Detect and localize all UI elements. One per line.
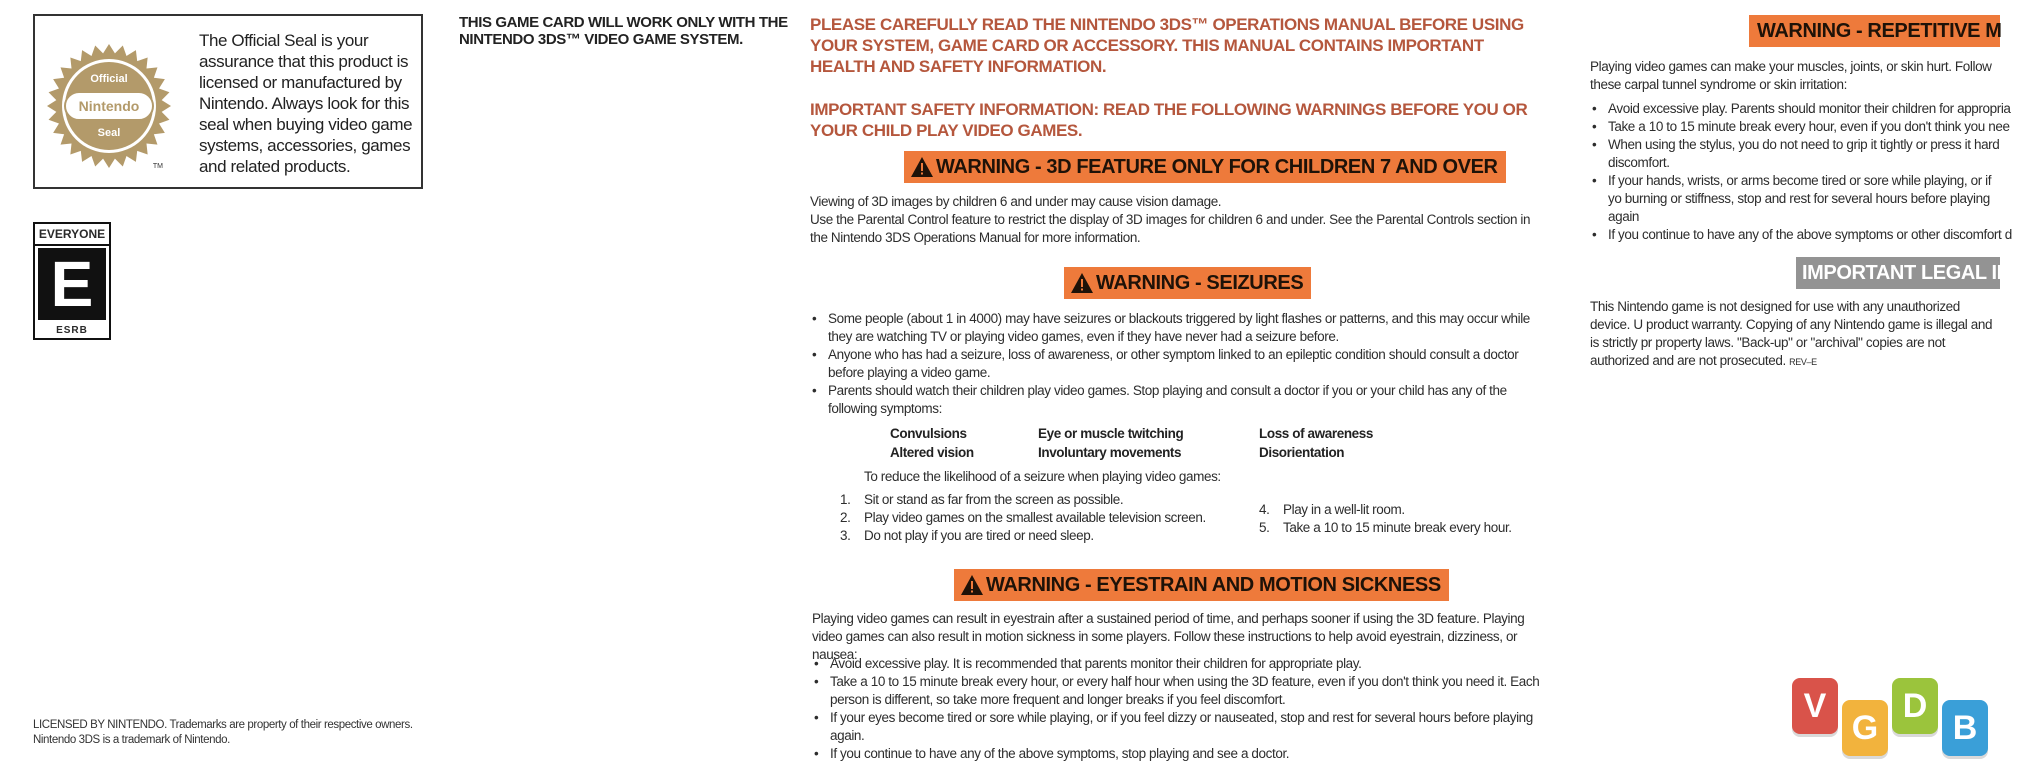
symptom-involuntary-movements: Involuntary movements: [1038, 445, 1182, 460]
official-seal-box: [33, 14, 423, 189]
list-item: 4. Play in a well-lit room.: [1259, 502, 1405, 517]
list-item: 5. Take a 10 to 15 minute break every hour.: [1259, 520, 1512, 535]
repetitive-bullet-list: [1592, 100, 2012, 242]
list-item: • If your eyes become tired or sore while playing, or if you feel dizzy or nauseated, stop and rest for several hours before playing again.: [814, 709, 1554, 745]
warning-seizures-title: WARNING - SEIZURES: [1096, 272, 1304, 294]
seal-seal-text: Seal: [97, 127, 121, 139]
symptom-eye-twitching: Eye or muscle twitching: [1038, 426, 1184, 441]
symptom-convulsions: Convulsions: [890, 426, 967, 441]
legal-text: This Nintendo game is not designed for use with any unauthorized device. U product warranty. Copying of any Nintendo game is illegal and is strictly pr property laws. "Back-up" or "archival" copies are not authorized and are not prosecuted.: [1590, 299, 1993, 368]
list-item: • Take a 10 to 15 minute break every hour, or every half hour when using the 3D feature, even if you don't think you need it. Each person is different, so take more frequent and longer breaks if you feel discomfort.: [814, 673, 1554, 709]
legal-info-title: IMPORTANT LEGAL INF: [1802, 262, 2023, 284]
seizures-bullet-list: [812, 310, 1552, 418]
seal-official-text: Official: [90, 73, 128, 85]
warning-repetitive-title: WARNING - REPETITIVE M: [1757, 20, 2002, 42]
list-item: • If you continue to have any of the above symptoms or other discomfort d: [1592, 226, 2000, 244]
seal-nintendo-text: Nintendo: [78, 98, 140, 114]
repetitive-intro: Playing video games can make your muscles, joints, or skin hurt. Follow these carpal tunnel syndrome or skin irritation:: [1590, 59, 1992, 92]
list-item: • If your hands, wrists, or arms become tired or sore while playing, or if yo burning or stiffness, stop and rest for several hours before playing again: [1592, 172, 2000, 226]
list-item: • Avoid excessive play. It is recommended that parents monitor their children for appropriate play.: [814, 655, 1554, 673]
game-card-notice: THIS GAME CARD WILL WORK ONLY WITH THE NINTENDO 3DS™ VIDEO GAME SYSTEM.: [459, 14, 788, 48]
eyestrain-bullet-list: [814, 655, 1554, 763]
list-item: • Take a 10 to 15 minute break every hour, even if you don't think you nee: [1592, 118, 2000, 136]
vgdb-letter-g: G: [1842, 700, 1888, 756]
seal-tm: TM: [152, 163, 163, 170]
seizure-steps-left: [840, 491, 1240, 545]
license-notice: [33, 718, 453, 748]
seizure-reduce-intro: To reduce the likelihood of a seizure when playing video games:: [864, 469, 1221, 484]
license-line-2: Nintendo 3DS is a trademark of Nintendo.: [33, 734, 230, 746]
warning-3d-line-1: Viewing of 3D images by children 6 and under may cause vision damage.: [810, 194, 1222, 209]
read-manual-heading: PLEASE CAREFULLY READ THE NINTENDO 3DS™ OPERATIONS MANUAL BEFORE USING YOUR SYSTEM, GAME CARD OR ACCESSORY. THIS MANUAL CONTAINS IMPORTANT HEALTH AND SAFETY INFORMATION.: [810, 15, 1524, 76]
list-item: 1. Sit or stand as far from the screen as possible.: [840, 492, 1124, 507]
list-item: 2. Play video games on the smallest available television screen.: [840, 510, 1206, 525]
list-item: • When using the stylus, you do not need to grip it tightly or press it hard discomfort.: [1592, 136, 2000, 172]
list-item: • Avoid excessive play. Parents should monitor their children for appropria: [1592, 100, 2000, 118]
warning-triangle-icon: [1070, 272, 1094, 294]
eyestrain-intro: Playing video games can result in eyestrain after a sustained period of time, and perhaps sooner if using the 3D feature. Playing video games can also result in motion sickness in some players. Follow these instructions to help avoid eyestrain, dizziness, or nausea:: [812, 611, 1525, 662]
warning-repetitive-banner: [1749, 15, 2000, 47]
vgdb-letter-d: D: [1892, 678, 1938, 734]
vgdb-letter-v: V: [1792, 678, 1838, 734]
warning-triangle-icon: [910, 156, 934, 178]
seizure-steps-right: [1259, 501, 1559, 537]
seal-description: The Official Seal is your assurance that this product is licensed or manufactured by Nintendo. Always look for this seal when buying video game systems, accessories, games and related products.: [199, 31, 413, 176]
list-item: • If you continue to have any of the above symptoms, stop playing and see a doctor.: [814, 745, 1554, 763]
symptom-loss-of-awareness: Loss of awareness: [1259, 426, 1374, 441]
warning-3d-body: [810, 193, 1540, 247]
esrb-logo-label: ESRB: [56, 325, 88, 336]
vgdb-watermark-logo: [1790, 676, 2000, 762]
warning-3d-banner: [904, 151, 1506, 183]
nintendo-seal-icon: [45, 42, 173, 170]
esrb-everyone-label: EVERYONE: [35, 224, 109, 246]
legal-text-block: [1590, 298, 2000, 372]
warning-triangle-icon: [960, 574, 984, 596]
vgdb-letter-b: B: [1942, 700, 1988, 756]
warning-seizures-banner: [1064, 267, 1311, 299]
esrb-e-icon: E: [38, 248, 106, 320]
important-safety-heading: IMPORTANT SAFETY INFORMATION: READ THE FOLLOWING WARNINGS BEFORE YOU OR YOUR CHILD PLAY VIDEO GAMES.: [810, 100, 1528, 140]
list-item: • Parents should watch their children play video games. Stop playing and consult a doctor if you or your child has any of the following symptoms:: [812, 382, 1552, 418]
warning-3d-title: WARNING - 3D FEATURE ONLY FOR CHILDREN 7 AND OVER: [936, 156, 1498, 178]
legal-info-banner: [1796, 257, 2023, 289]
revision-label: REV–E: [1789, 357, 1817, 367]
list-item: 3. Do not play if you are tired or need sleep.: [840, 528, 1094, 543]
license-line-1: LICENSED BY NINTENDO. Trademarks are property of their respective owners.: [33, 719, 413, 731]
list-item: • Some people (about 1 in 4000) may have seizures or blackouts triggered by light flashes or patterns, and this may occur while they are watching TV or playing video games, even if they have never had a seizure before.: [812, 310, 1552, 346]
list-item: • Anyone who has had a seizure, loss of awareness, or other symptom linked to an epileptic condition should consult a doctor before playing a video game.: [812, 346, 1552, 382]
symptom-altered-vision: Altered vision: [890, 445, 974, 460]
warning-3d-line-2: Use the Parental Control feature to restrict the display of 3D images for children 6 and under. See the Parental Controls section in the Nintendo 3DS Operations Manual for more information.: [810, 212, 1531, 245]
esrb-rating-badge: [33, 222, 111, 340]
warning-eyestrain-banner: [954, 569, 1449, 601]
symptom-disorientation: Disorientation: [1259, 445, 1345, 460]
warning-eyestrain-title: WARNING - EYESTRAIN AND MOTION SICKNESS: [986, 574, 1441, 596]
